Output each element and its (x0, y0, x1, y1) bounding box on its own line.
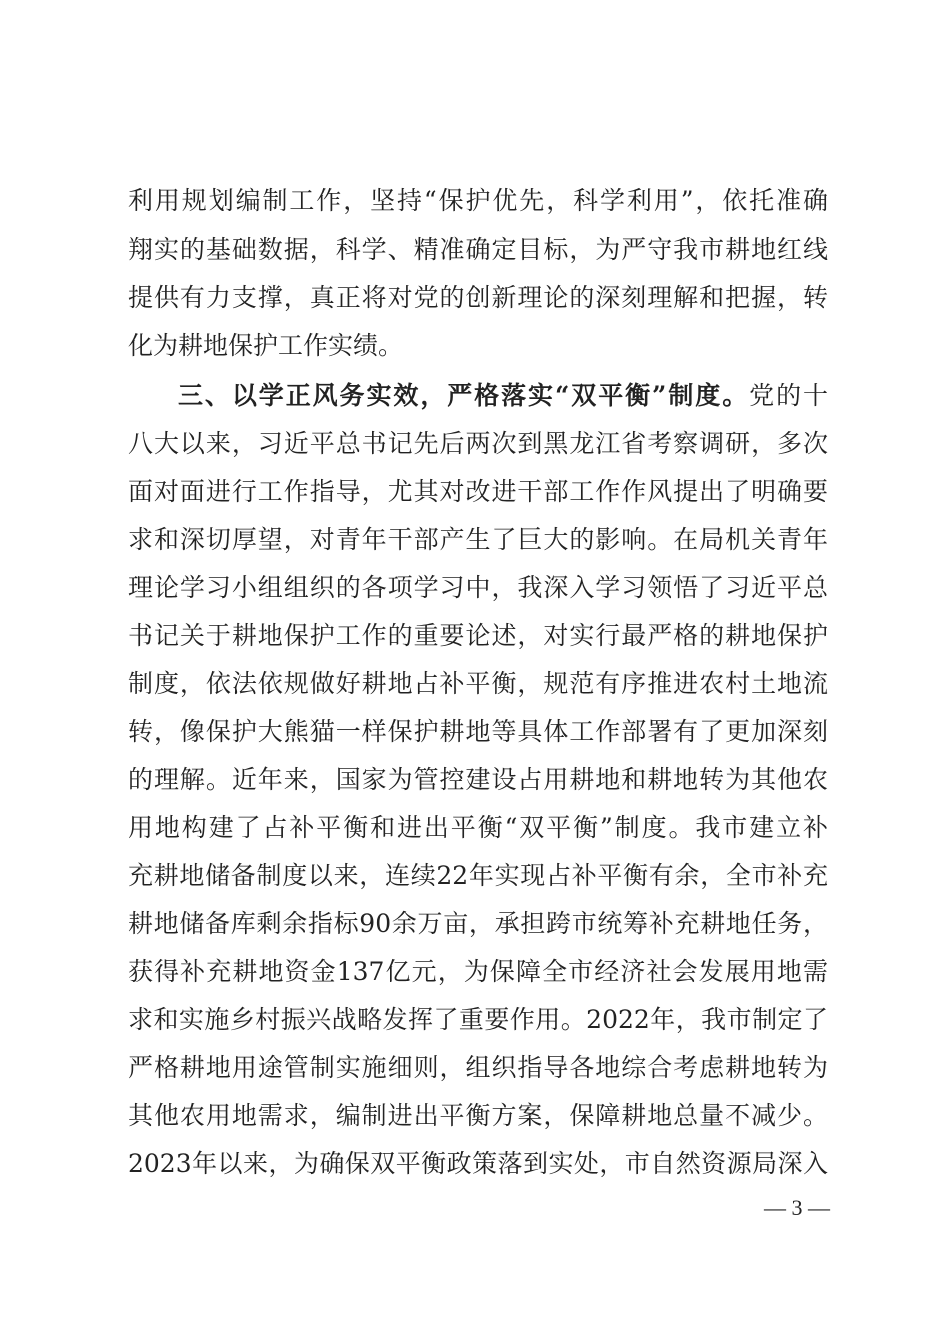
paragraph-line: 利用规划编制工作，坚持“保护优先，科学利用”，依托准确 (128, 186, 828, 215)
paragraph-line: 八大以来，习近平总书记先后两次到黑龙江省考察调研，多次 (128, 429, 828, 458)
paragraph-line: 提供有力支撑，真正将对党的创新理论的深刻理解和把握，转 (128, 283, 828, 312)
section-heading: 三、以学正风务实效，严格落实“双平衡”制度。 (178, 381, 750, 410)
page-number: — 3 — (764, 1195, 830, 1220)
paragraph-line: 用地构建了占补平衡和进出平衡“双平衡”制度。我市建立补 (128, 813, 828, 842)
paragraph-line: 理论学习小组组织的各项学习中，我深入学习领悟了习近平总 (128, 573, 828, 602)
paragraph-line: 其他农用地需求，编制进出平衡方案，保障耕地总量不减少。 (128, 1101, 828, 1130)
paragraph-line: 翔实的基础数据，科学、精准确定目标，为严守我市耕地红线 (128, 235, 828, 264)
section-heading-line (178, 376, 828, 416)
paragraph-line: 转，像保护大熊猫一样保护耕地等具体工作部署有了更加深刻 (128, 717, 828, 746)
paragraph-line: 求和实施乡村振兴战略发挥了重要作用。2022年，我市制定了 (128, 1005, 828, 1034)
paragraph-line: 充耕地储备制度以来，连续22年实现占补平衡有余，全市补充 (128, 861, 828, 890)
paragraph-line: 严格耕地用途管制实施细则，组织指导各地综合考虑耕地转为 (128, 1053, 828, 1082)
paragraph-line: 化为耕地保护工作实绩。 (128, 331, 404, 360)
paragraph-line: 制度，依法依规做好耕地占补平衡，规范有序推进农村土地流 (128, 669, 828, 698)
paragraph-line: 2023年以来，为确保双平衡政策落到实处，市自然资源局深入 (128, 1149, 828, 1178)
paragraph-line: 求和深切厚望，对青年干部产生了巨大的影响。在局机关青年 (128, 525, 828, 554)
paragraph-line: 耕地储备库剩余指标90余万亩，承担跨市统筹补充耕地任务， (128, 909, 828, 938)
paragraph-line: 面对面进行工作指导，尤其对改进干部工作作风提出了明确要 (128, 477, 828, 506)
paragraph-line: 的理解。近年来，国家为管控建设占用耕地和耕地转为其他农 (128, 765, 828, 794)
section-heading-tail: 党的十 (749, 381, 828, 410)
paragraph-line: 获得补充耕地资金137亿元，为保障全市经济社会发展用地需 (128, 957, 828, 986)
paragraph-line: 书记关于耕地保护工作的重要论述，对实行最严格的耕地保护 (128, 621, 828, 650)
